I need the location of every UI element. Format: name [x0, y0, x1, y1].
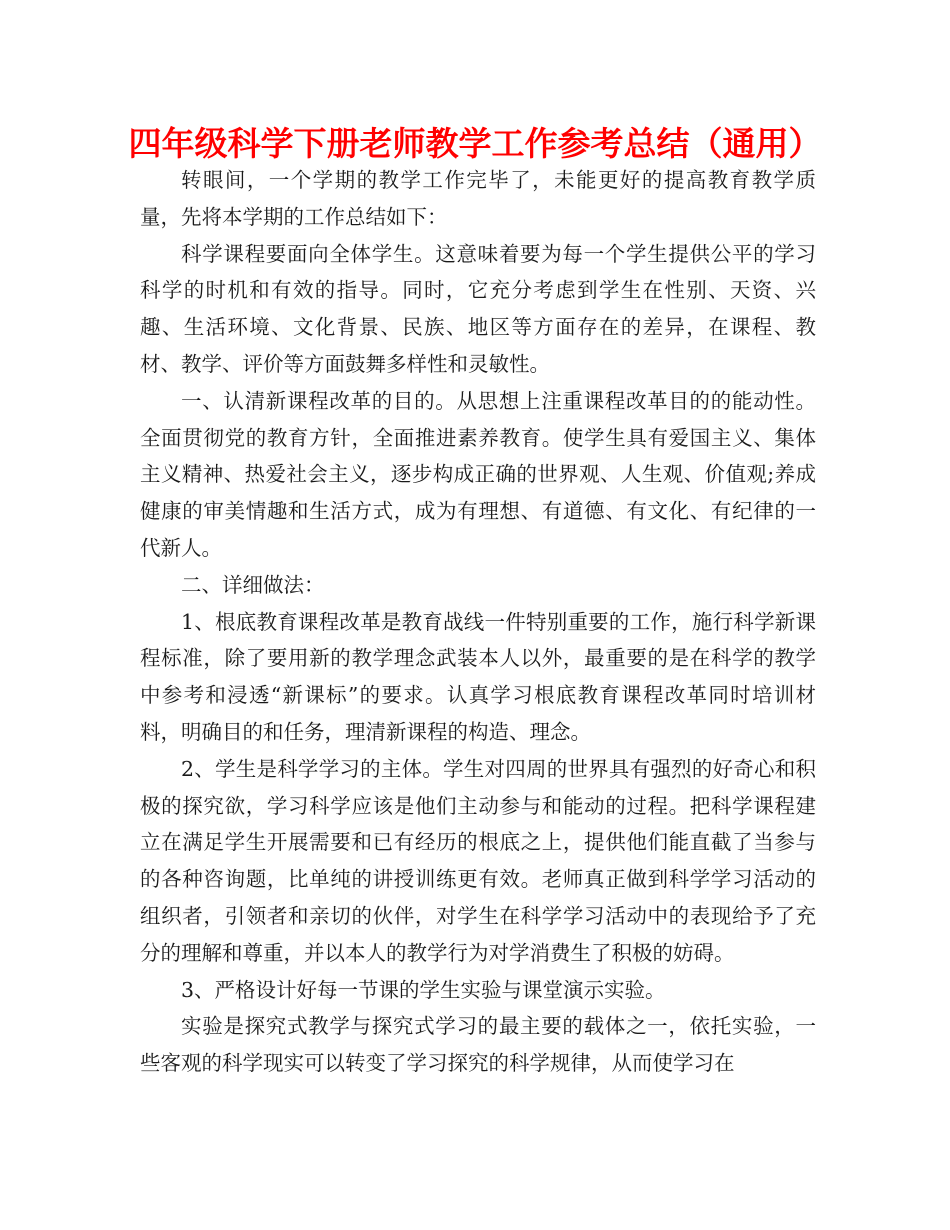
paragraph-curriculum: 科学课程要面向全体学生。这意味着要为每一个学生提供公平的学习科学的时机和有效的指导。同时，它充分考虑到学生在性别、天资、兴趣、生活环境、文化背景、民族、地区等方面存在的差异，在课程、教材、教学、评价等方面鼓舞多样性和灵敏性。: [140, 241, 816, 376]
paragraph-section-one: 一、认清新课程改革的目的。从思想上注重课程改革目的的能动性。全面贯彻党的教育方针，全面推进素养教育。使学生具有爱国主义、集体主义精神、热爱社会主义，逐步构成正确的世界观、人生观、价值观;养成健康的审美情趣和生活方式，成为有理想、有道德、有文化、有纪律的一代新人。: [140, 388, 816, 560]
paragraph-experiment: 实验是探究式教学与探究式学习的最主要的载体之一，依托实验，一些客观的科学现实可以转变了学习探究的科学规律，从而使学习在: [140, 1014, 816, 1076]
document-title: 四年级科学下册老师教学工作参考总结（通用）: [128, 124, 822, 163]
document-body: [140, 162, 816, 1082]
paragraph-item-2: 2、学生是科学学习的主体。学生对四周的世界具有强烈的好奇心和积极的探究欲，学习科学应该是他们主动参与和能动的过程。把科学课程建立在满足学生开展需要和已有经历的根底之上，提供他们能直截了当参与的各种咨询题，比单纯的讲授训练更有效。老师真正做到科学学习活动的组织者，引领者和亲切的伙伴，对学生在科学学习活动中的表现给予了充分的理解和尊重，并以本人的教学行为对学消费生了积极的妨碍。: [140, 756, 816, 965]
paragraph-item-1: 1、根底教育课程改革是教育战线一件特别重要的工作，施行科学新课程标准，除了要用新的教学理念武装本人以外，最重要的是在科学的教学中参考和浸透“新课标”的要求。认真学习根底教育课程改革同时培训材料，明确目的和任务，理清新课程的构造、理念。: [140, 609, 816, 744]
paragraph-intro: 转眼间，一个学期的教学工作完毕了，未能更好的提高教育教学质量，先将本学期的工作总结如下：: [140, 168, 816, 229]
paragraph-section-two-heading: 二、详细做法：: [181, 572, 325, 597]
paragraph-item-3: 3、严格设计好每一节课的学生实验与课堂演示实验。: [181, 977, 666, 1002]
